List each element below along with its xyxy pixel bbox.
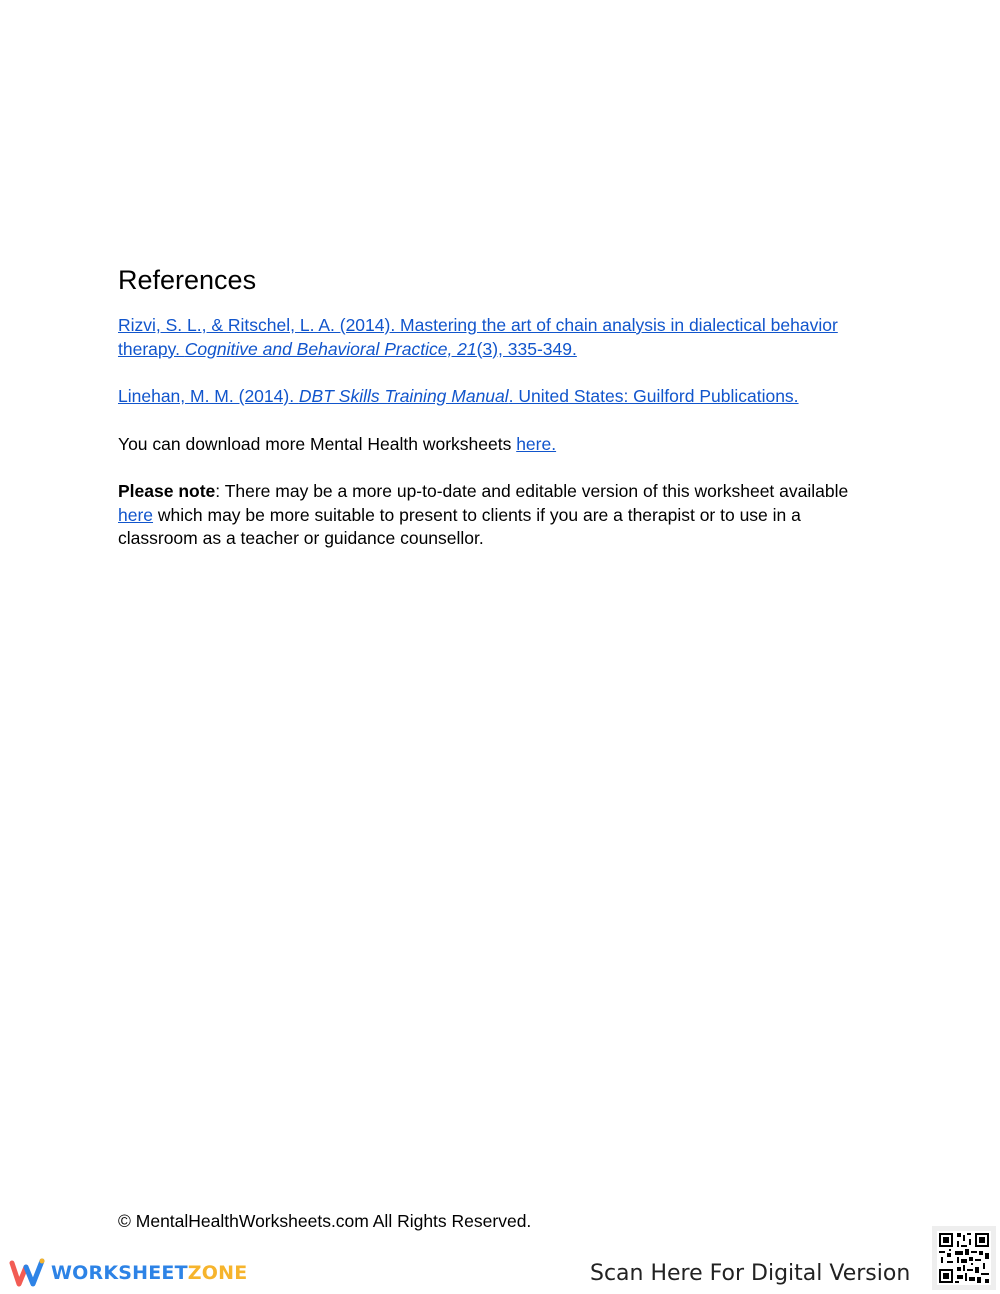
linehan-title: DBT Skills Training Manual xyxy=(298,386,509,406)
qr-code-icon xyxy=(937,1231,991,1285)
copyright-text: © MentalHealthWorksheets.com All Rights Reserved. xyxy=(118,1211,532,1231)
brand-word-zone: ZONE xyxy=(187,1262,248,1284)
note-paragraph xyxy=(118,480,878,551)
rizvi-authors: Rizvi, S. L., & Ritschel, L. A. (2014). Mastering the art of chain analysis in dialectical behavior therapy. xyxy=(118,315,838,359)
note-here-link[interactable]: here xyxy=(118,504,154,525)
reference-rizvi xyxy=(118,314,878,361)
brand-word-worksheet: WORKSHEET xyxy=(51,1262,188,1284)
rizvi-pages: (3), 335-349. xyxy=(476,338,577,359)
rizvi-journal: Cognitive and Behavioral Practice, 21 xyxy=(184,338,477,359)
worksheetzone-brand[interactable] xyxy=(9,1258,247,1288)
reference-rizvi-link[interactable] xyxy=(118,315,838,359)
download-text: You can download more Mental Health worksheets xyxy=(118,433,517,454)
references-section xyxy=(118,262,878,575)
reference-linehan-link[interactable] xyxy=(118,386,799,406)
download-here-link[interactable]: here. xyxy=(516,433,557,454)
references-heading: References xyxy=(118,265,257,295)
note-text-1: : There may be a more up-to-date and editable version of this worksheet available xyxy=(215,481,849,501)
brand-wordmark xyxy=(51,1262,247,1284)
note-text-2: which may be more suitable to present to clients if you are a therapist or to use in a classroom as a teacher or guidance counsellor. xyxy=(118,504,801,548)
linehan-author: Linehan, M. M. (2014). xyxy=(118,386,299,406)
linehan-publisher: . United States: Guilford Publications. xyxy=(508,386,799,406)
reference-linehan xyxy=(118,385,878,409)
qr-code[interactable] xyxy=(932,1226,996,1290)
download-paragraph xyxy=(118,433,878,457)
scan-here-text: Scan Here For Digital Version xyxy=(590,1261,911,1286)
note-bold: Please note xyxy=(118,481,216,501)
worksheetzone-logo-icon xyxy=(9,1258,45,1288)
